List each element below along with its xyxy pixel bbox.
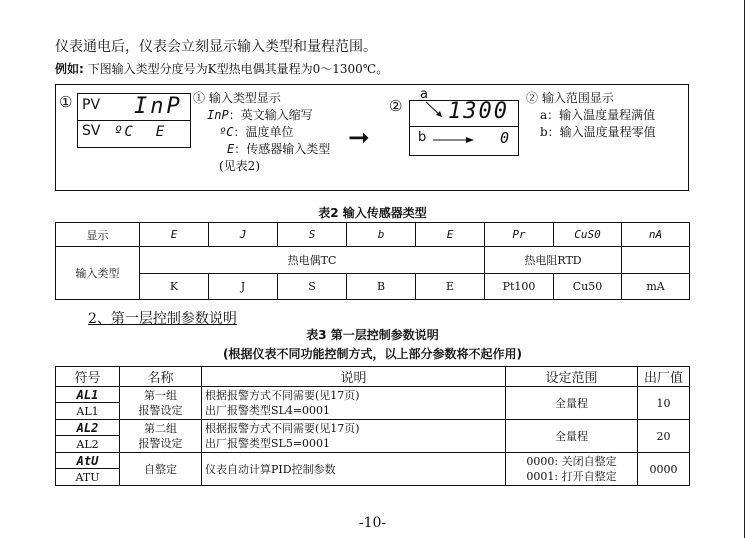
legend2-b: b：输入温度量程零值 bbox=[540, 125, 656, 139]
param-name: 第二组 报警设定 bbox=[120, 420, 202, 453]
legend1-line3: E：传感器输入类型 bbox=[227, 142, 331, 156]
param-range: 0000: 关闭自整定 0001: 打开自整定 bbox=[506, 453, 638, 486]
param-name: 第一组 报警设定 bbox=[120, 387, 202, 420]
param-range: 全量程 bbox=[506, 387, 638, 420]
pv-value: InP bbox=[134, 94, 183, 119]
display-code: E bbox=[140, 223, 209, 247]
param-range: 全量程 bbox=[506, 420, 638, 453]
param-desc: 仪表自动计算PID控制参数 bbox=[202, 453, 506, 486]
input-type: S bbox=[278, 274, 347, 300]
display-code: b bbox=[347, 223, 416, 247]
input-type: Cu50 bbox=[554, 274, 622, 300]
display-code: E bbox=[416, 223, 485, 247]
table-row bbox=[56, 387, 690, 403]
table3-header-row bbox=[56, 367, 690, 387]
legend2-a: a：输入温度量程满值 bbox=[540, 108, 656, 122]
right-display bbox=[409, 87, 519, 156]
param-seg-code: AL1 bbox=[56, 387, 120, 403]
param-default: 0000 bbox=[638, 453, 690, 486]
table2-display-row bbox=[56, 223, 690, 247]
page-number: -10- bbox=[358, 515, 387, 531]
display-divider bbox=[78, 120, 190, 121]
table-row bbox=[56, 453, 690, 469]
sensor-type-table bbox=[55, 222, 690, 300]
a-pointer-icon bbox=[424, 101, 448, 121]
param-default: 10 bbox=[638, 387, 690, 420]
param-desc: 根据报警方式不同需要(见17页) 出厂报警类型SL4=0001 bbox=[202, 387, 506, 420]
b-label: b bbox=[418, 130, 427, 145]
legend1-line2: ºC：温度单位 bbox=[219, 125, 294, 139]
header-name: 名称 bbox=[120, 367, 202, 387]
section-heading: 2、第一层控制参数说明 bbox=[88, 311, 237, 327]
param-seg-code: AtU bbox=[56, 453, 120, 469]
display-header: 显示 bbox=[56, 223, 140, 247]
legend-input-type bbox=[193, 90, 330, 175]
legend1-line4: (见表2) bbox=[219, 159, 260, 173]
a-label: a bbox=[420, 87, 428, 102]
table2-caption: 表2 输入传感器类型 bbox=[318, 206, 427, 220]
table-row bbox=[56, 420, 690, 436]
input-type: Pt100 bbox=[485, 274, 554, 300]
input-type: B bbox=[347, 274, 416, 300]
input-type: E bbox=[416, 274, 485, 300]
sv-value: ºC E bbox=[114, 124, 167, 140]
param-default: 20 bbox=[638, 420, 690, 453]
left-display bbox=[77, 93, 191, 148]
header-desc: 说明 bbox=[202, 367, 506, 387]
table2-group-row bbox=[56, 247, 690, 274]
legend1-line1: InP：英文输入缩写 bbox=[207, 108, 313, 122]
b-pointer-icon bbox=[432, 134, 476, 146]
group-empty bbox=[622, 247, 690, 274]
top-value: 1300 bbox=[448, 99, 509, 124]
display-divider-2 bbox=[410, 126, 518, 127]
legend1-title: ① 输入类型显示 bbox=[193, 91, 281, 105]
param-code: AL1 bbox=[56, 403, 120, 420]
marker-1: ① bbox=[59, 93, 73, 111]
table3-caption: 表3 第一层控制参数说明 bbox=[306, 328, 439, 342]
param-seg-code: AL2 bbox=[56, 420, 120, 436]
header-range: 设定范围 bbox=[506, 367, 638, 387]
display-code: CuS0 bbox=[554, 223, 622, 247]
param-name: 自整定 bbox=[120, 453, 202, 486]
table2-type-row bbox=[56, 274, 690, 300]
pv-label: PV bbox=[82, 97, 101, 113]
legend-input-range bbox=[526, 90, 656, 141]
header-symbol: 符号 bbox=[56, 367, 120, 387]
param-code: ATU bbox=[56, 469, 120, 486]
param-code: AL2 bbox=[56, 436, 120, 453]
intro-line: 仪表通电后，仪表会立刻显示输入类型和量程范围。 bbox=[55, 39, 377, 55]
table3-subtitle: (根据仪表不同功能控制方式，以上部分参数将不起作用) bbox=[223, 347, 522, 361]
example-text: 下图输入类型分度号为K型热电偶其量程为0～1300℃。 bbox=[87, 62, 389, 76]
header-default: 出厂值 bbox=[638, 367, 690, 387]
right-arrow-icon: ➞ bbox=[348, 123, 370, 153]
group-rtd: 热电阻RTD bbox=[485, 247, 622, 274]
display-figure bbox=[55, 84, 689, 191]
marker-2: ② bbox=[389, 97, 403, 115]
example-label: 例如: bbox=[55, 62, 84, 76]
group-thermocouple: 热电偶TC bbox=[140, 247, 485, 274]
input-type-header: 输入类型 bbox=[56, 247, 140, 300]
display-code: nA bbox=[622, 223, 690, 247]
display-code: Pr bbox=[485, 223, 554, 247]
legend2-title: ② 输入范围显示 bbox=[526, 91, 614, 105]
display-code: J bbox=[209, 223, 278, 247]
parameter-table bbox=[55, 366, 690, 486]
example-line bbox=[55, 60, 388, 77]
param-desc: 根据报警方式不同需要(见17页) 出厂报警类型SL5=0001 bbox=[202, 420, 506, 453]
bottom-value: 0 bbox=[500, 129, 510, 147]
sv-label: SV bbox=[82, 123, 101, 139]
input-type: J bbox=[209, 274, 278, 300]
display-code: S bbox=[278, 223, 347, 247]
input-type: K bbox=[140, 274, 209, 300]
input-type: mA bbox=[622, 274, 690, 300]
